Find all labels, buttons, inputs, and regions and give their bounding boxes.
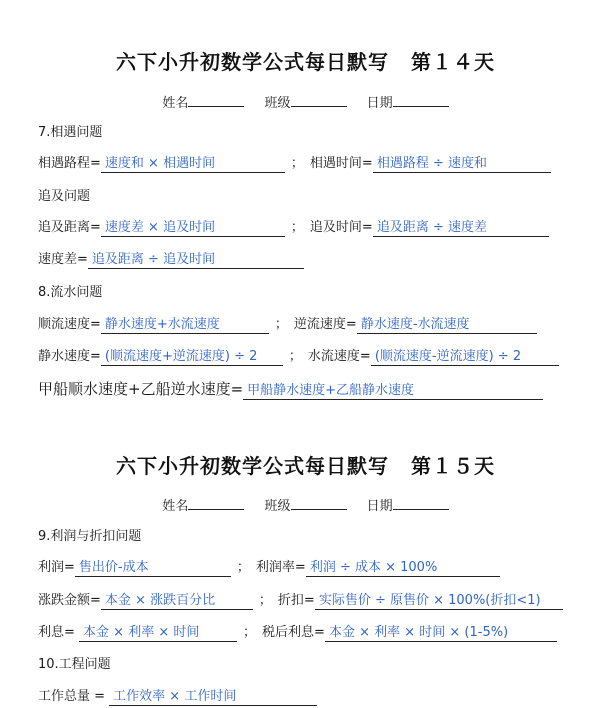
row-speed-diff: 速度差= 追及距离 ÷ 追及时间 [38, 251, 304, 269]
sheet2-title [0, 450, 611, 479]
answer-profit-rate: 利润 ÷ 成本 × 100% [306, 560, 500, 577]
answer-chase-distance: 速度差 × 追及时间 [101, 220, 285, 237]
answer-interest: 本金 × 利率 × 时间 [79, 625, 237, 642]
sheet1-class-field: 班级 [264, 92, 346, 111]
sheet1-title-main: 六下小升初数学公式每日默写 [116, 50, 389, 74]
answer-after-tax-interest: 本金 × 利率 × 时间 × (1-5%) [325, 625, 557, 642]
sheet2-date-field: 日期 [367, 495, 449, 514]
answer-profit: 售出价-成本 [75, 560, 231, 577]
answer-upstream-speed: 静水速度-水流速度 [357, 317, 537, 334]
answer-two-boats: 甲船静水速度+乙船静水速度 [243, 383, 543, 400]
sheet2-class-field: 班级 [264, 495, 346, 514]
sheet1-title-day: 第１４天 [411, 50, 495, 74]
answer-still-water-speed: (顺流速度+逆流速度) ÷ 2 [101, 349, 283, 366]
row-profit: 利润= 售出价-成本 ； 利润率= 利润 ÷ 成本 × 100% [38, 559, 500, 577]
answer-downstream-speed: 静水速度+水流速度 [101, 317, 269, 334]
answer-change-amount: 本金 × 涨跌百分比 [101, 593, 253, 610]
sheet2-info-line [0, 495, 611, 514]
row-change-discount: 涨跌金额= 本金 × 涨跌百分比 ； 折扣= 实际售价 ÷ 原售价 × 100%(折扣<1) [38, 592, 563, 610]
sheet1-title [0, 46, 611, 75]
answer-current-speed: (顺流速度-逆流速度) ÷ 2 [371, 349, 559, 366]
row-meeting: 相遇路程= 速度和 × 相遇时间 ； 相遇时间= 相遇路程 ÷ 速度和 [38, 155, 551, 173]
row-downstream-upstream: 顺流速度= 静水速度+水流速度 ； 逆流速度= 静水速度-水流速度 [38, 316, 537, 334]
sheet1-name-field: 姓名 [162, 92, 244, 111]
chase-heading: 追及问题 [38, 189, 91, 204]
row-still-current: 静水速度= (顺流速度+逆流速度) ÷ 2 ； 水流速度= (顺流速度-逆流速度) ÷ 2 [38, 348, 559, 366]
sheet2-title-day: 第１５天 [411, 454, 495, 478]
row-interest: 利息= 本金 × 利率 × 时间 ； 税后利息= 本金 × 利率 × 时间 × (1-5%) [38, 624, 557, 642]
section-10-heading: 10.工程问题 [38, 657, 111, 672]
answer-speed-diff: 追及距离 ÷ 追及时间 [88, 252, 304, 269]
sheet2-title-main: 六下小升初数学公式每日默写 [116, 454, 389, 478]
answer-meeting-time: 相遇路程 ÷ 速度和 [373, 156, 551, 173]
answer-meeting-distance: 速度和 × 相遇时间 [101, 156, 285, 173]
sheet2-name-field: 姓名 [162, 495, 244, 514]
section-8-heading: 8.流水问题 [38, 285, 103, 300]
row-two-boats: 甲船顺水速度+乙船逆水速度= 甲船静水速度+乙船静水速度 [38, 380, 543, 400]
answer-work-total: 工作效率 × 工作时间 [109, 689, 317, 706]
answer-discount: 实际售价 ÷ 原售价 × 100%(折扣<1) [315, 593, 563, 610]
answer-chase-time: 追及距离 ÷ 速度差 [373, 220, 549, 237]
section-9-heading: 9.利润与折扣问题 [38, 529, 142, 544]
section-7-heading: 7.相遇问题 [38, 125, 103, 140]
row-chase: 追及距离= 速度差 × 追及时间 ； 追及时间= 追及距离 ÷ 速度差 [38, 219, 549, 237]
sheet1-date-field: 日期 [367, 92, 449, 111]
row-work-total: 工作总量 = 工作效率 × 工作时间 [38, 688, 317, 706]
sheet1-info-line [0, 92, 611, 111]
